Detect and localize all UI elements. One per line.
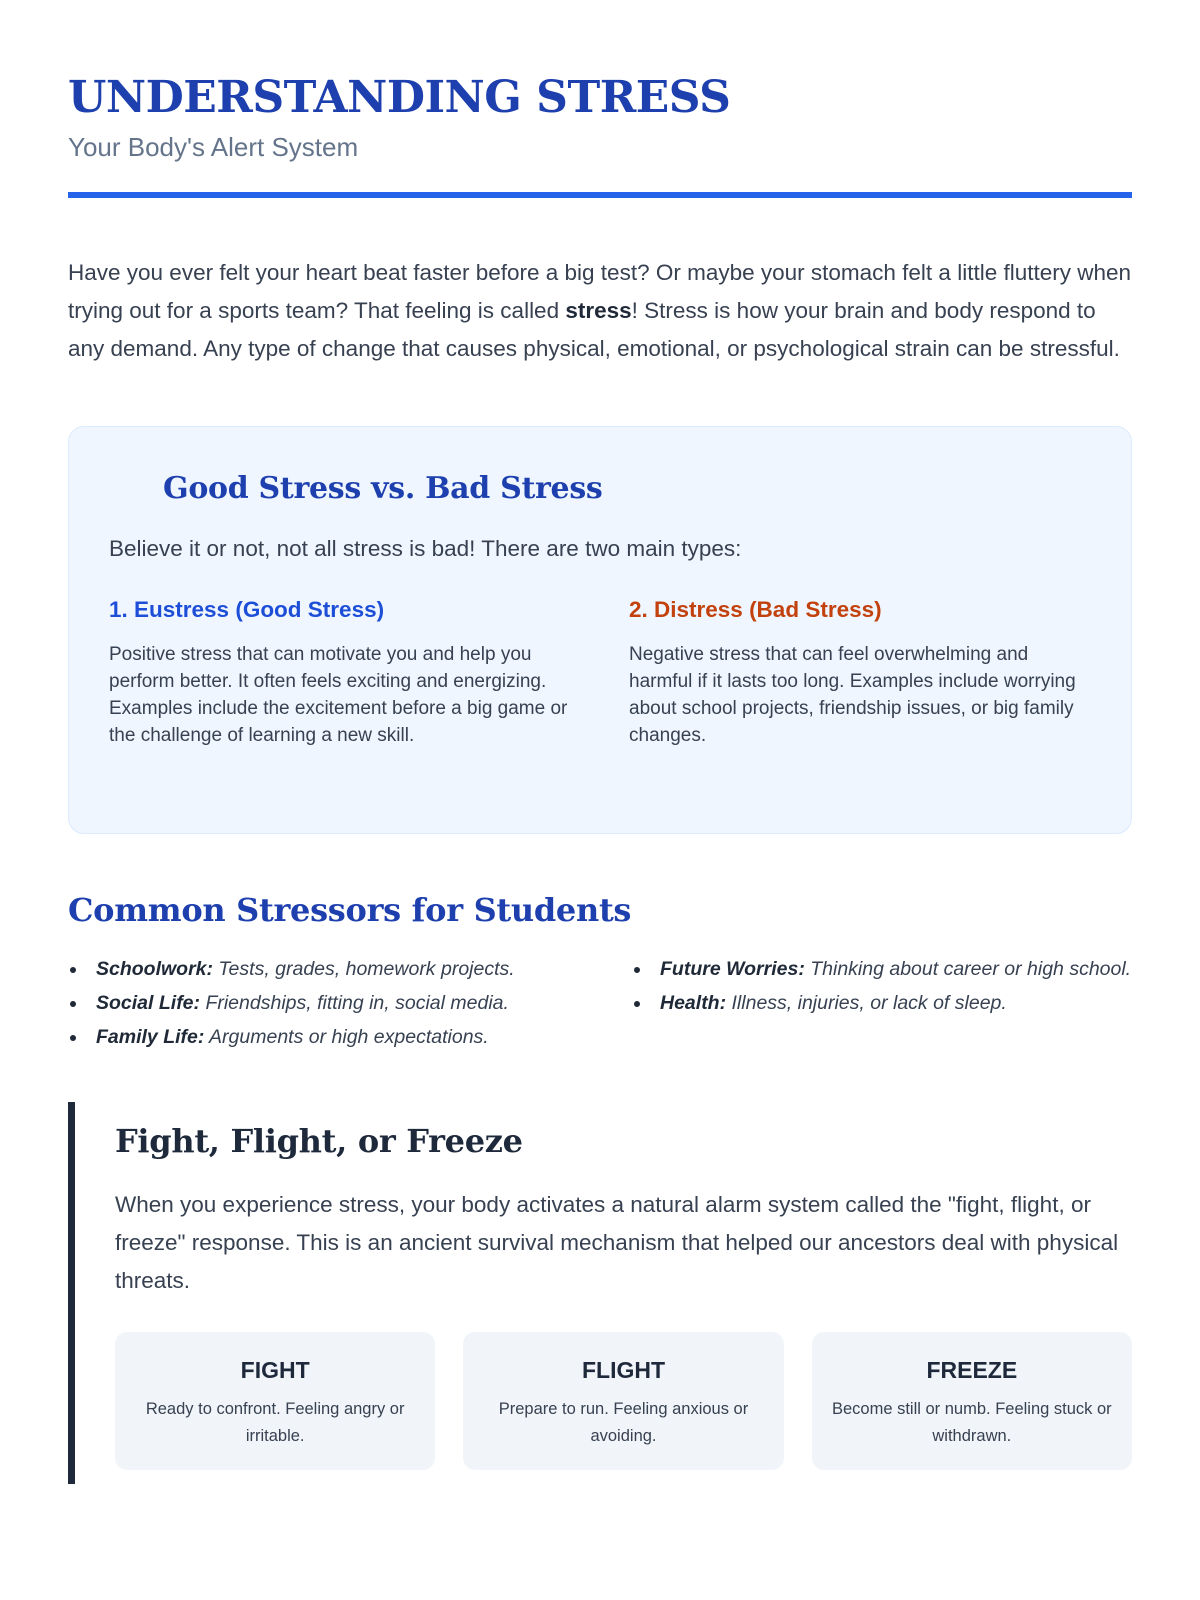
card-text: Prepare to run. Feeling anxious or avoiding. [498, 1400, 749, 1445]
distress-heading: 2. Distress (Bad Stress) [629, 597, 882, 622]
list-item [68, 1024, 568, 1051]
stressor-text: Arguments or high expectations. [204, 1026, 489, 1048]
card-title: FLIGHT [581, 1357, 666, 1383]
stress-types-box [68, 426, 1132, 834]
response-title: Fight, Flight, or Freeze [115, 1122, 523, 1160]
page-subtitle: Your Body's Alert System [68, 132, 359, 162]
distress-text: Negative stress that can feel overwhelming and harmful if it lasts too long. Examples include worrying about school projects, friendship issues, or big family changes. [629, 644, 1076, 746]
stressors-title: Common Stressors for Students [68, 891, 632, 929]
intro-text-after: ! Stress is how your brain and body respond to any demand. Any type of change that causes physical, emotional, or psychological strain can be stressful. [68, 298, 1120, 361]
freeze-card [812, 1332, 1132, 1470]
stressor-label: Family Life: [96, 1026, 205, 1048]
stress-types-intro: Believe it or not, not all stress is bad! There are two main types: [109, 536, 742, 561]
card-text: Ready to confront. Feeling angry or irritable. [145, 1400, 405, 1445]
stressor-text: Tests, grades, homework projects. [213, 958, 515, 980]
list-item [632, 956, 1132, 983]
header-divider [68, 192, 1132, 198]
response-text: When you experience stress, your body activates a natural alarm system called the "fight, flight, or freeze" response. This is an ancient survival mechanism that helped our ancestors deal with physical threats. [115, 1192, 1119, 1293]
list-item [632, 990, 1132, 1017]
stressors-list-right [632, 956, 1132, 1058]
stress-types-title: Good Stress vs. Bad Stress [163, 471, 603, 506]
intro-text-before: Have you ever felt your heart beat faster before a big test? Or maybe your stomach felt a little fluttery when trying out for a sports team? That feeling is called [68, 260, 1132, 323]
response-cards [115, 1332, 1132, 1470]
stressor-label: Future Worries: [660, 958, 805, 980]
stressors-list-left [68, 956, 568, 1058]
distress-column [629, 595, 1091, 749]
eustress-text: Positive stress that can motivate you and help you perform better. It often feels exciting and energizing. Examples include the excitement before a big game or the challenge of learning a new skill. [109, 644, 568, 746]
card-title: FREEZE [926, 1357, 1018, 1383]
intro-emphasis: stress [565, 298, 632, 323]
card-text: Become still or numb. Feeling stuck or withdrawn. [831, 1400, 1112, 1445]
list-item [68, 990, 568, 1017]
stressors-columns [68, 956, 1132, 1058]
stressor-text: Illness, injuries, or lack of sleep. [726, 992, 1007, 1014]
stressor-text: Friendships, fitting in, social media. [200, 992, 509, 1014]
fight-flight-freeze-section [68, 1102, 1132, 1484]
stressor-label: Schoolwork: [96, 958, 214, 980]
header [68, 0, 1132, 198]
flight-card [463, 1332, 783, 1470]
card-title: FIGHT [240, 1357, 310, 1383]
stressor-label: Health: [660, 992, 727, 1014]
stressor-text: Thinking about career or high school. [804, 958, 1132, 980]
fight-card [115, 1332, 435, 1470]
list-item [68, 956, 568, 983]
stressor-label: Social Life: [96, 992, 201, 1014]
stressors-section [68, 890, 1132, 1058]
stress-types-columns [109, 595, 1091, 749]
intro-paragraph [68, 254, 1132, 368]
eustress-column [109, 595, 571, 749]
page-title: UNDERSTANDING STRESS [68, 72, 731, 123]
eustress-heading: 1. Eustress (Good Stress) [109, 597, 385, 622]
